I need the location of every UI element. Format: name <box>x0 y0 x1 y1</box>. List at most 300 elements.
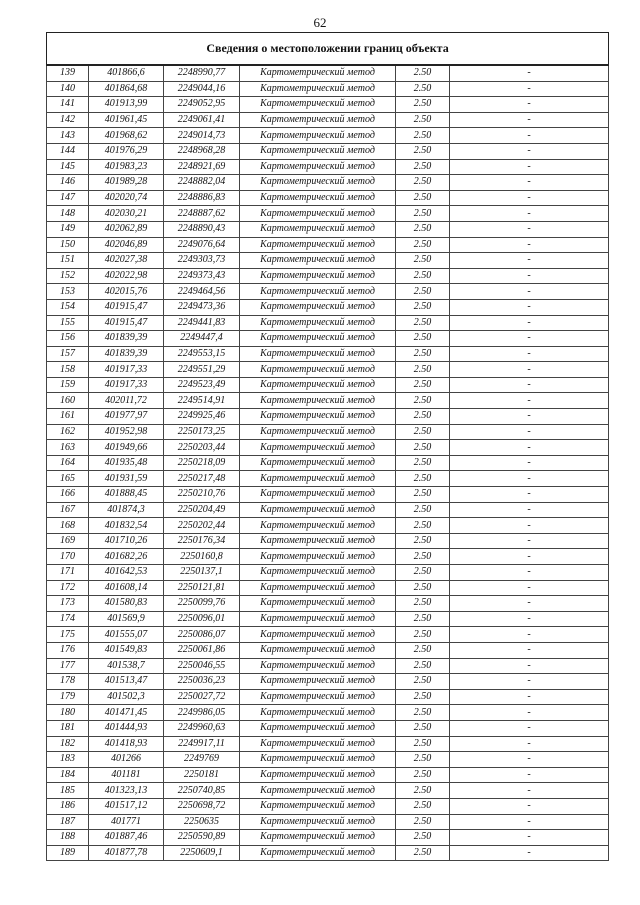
table-row <box>47 642 609 658</box>
x-coordinate-cell: 401913,99 <box>89 97 164 113</box>
point-number-cell: 178 <box>47 674 89 690</box>
table-row <box>47 143 609 159</box>
accuracy-cell: 2.50 <box>396 299 450 315</box>
y-coordinate-cell: 2248886,83 <box>164 190 240 206</box>
table-row <box>47 331 609 347</box>
y-coordinate-cell: 2248887,62 <box>164 206 240 222</box>
accuracy-cell: 2.50 <box>396 112 450 128</box>
x-coordinate-cell: 401961,45 <box>89 112 164 128</box>
x-coordinate-cell: 401710,26 <box>89 533 164 549</box>
accuracy-cell: 2.50 <box>396 471 450 487</box>
table-row <box>47 720 609 736</box>
accuracy-cell: 2.50 <box>396 190 450 206</box>
y-coordinate-cell: 2249014,73 <box>164 128 240 144</box>
method-cell: Картометрический метод <box>240 440 396 456</box>
accuracy-cell: 2.50 <box>396 830 450 846</box>
accuracy-cell: 2.50 <box>396 627 450 643</box>
table-row <box>47 502 609 518</box>
table-row <box>47 845 609 861</box>
point-number-cell: 142 <box>47 112 89 128</box>
y-coordinate-cell: 2249441,83 <box>164 315 240 331</box>
y-coordinate-cell: 2249551,29 <box>164 362 240 378</box>
description-cell: - <box>450 689 609 705</box>
point-number-cell: 143 <box>47 128 89 144</box>
point-number-cell: 186 <box>47 798 89 814</box>
y-coordinate-cell: 2250096,01 <box>164 611 240 627</box>
point-number-cell: 166 <box>47 487 89 503</box>
table-row <box>47 315 609 331</box>
table-row <box>47 128 609 144</box>
method-cell: Картометрический метод <box>240 487 396 503</box>
table-row <box>47 190 609 206</box>
x-coordinate-cell: 401864,68 <box>89 81 164 97</box>
accuracy-cell: 2.50 <box>396 409 450 425</box>
description-cell: - <box>450 97 609 113</box>
point-number-cell: 176 <box>47 642 89 658</box>
table-row <box>47 206 609 222</box>
table-row <box>47 611 609 627</box>
x-coordinate-cell: 401917,33 <box>89 362 164 378</box>
point-number-cell: 160 <box>47 393 89 409</box>
accuracy-cell: 2.50 <box>396 253 450 269</box>
table-row <box>47 409 609 425</box>
y-coordinate-cell: 2250203,44 <box>164 440 240 456</box>
table-row <box>47 783 609 799</box>
description-cell: - <box>450 175 609 191</box>
table-row <box>47 533 609 549</box>
point-number-cell: 155 <box>47 315 89 331</box>
point-number-cell: 163 <box>47 440 89 456</box>
y-coordinate-cell: 2249447,4 <box>164 331 240 347</box>
y-coordinate-cell: 2250099,76 <box>164 596 240 612</box>
point-number-cell: 161 <box>47 409 89 425</box>
x-coordinate-cell: 401502,3 <box>89 689 164 705</box>
method-cell: Картометрический метод <box>240 689 396 705</box>
table-row <box>47 284 609 300</box>
accuracy-cell: 2.50 <box>396 268 450 284</box>
boundary-table-frame <box>46 32 608 861</box>
y-coordinate-cell: 2250218,09 <box>164 455 240 471</box>
table-row <box>47 689 609 705</box>
table-row <box>47 362 609 378</box>
method-cell: Картометрический метод <box>240 253 396 269</box>
point-number-cell: 141 <box>47 97 89 113</box>
point-number-cell: 146 <box>47 175 89 191</box>
point-number-cell: 188 <box>47 830 89 846</box>
description-cell: - <box>450 814 609 830</box>
accuracy-cell: 2.50 <box>396 81 450 97</box>
table-row <box>47 81 609 97</box>
y-coordinate-cell: 2250210,76 <box>164 487 240 503</box>
y-coordinate-cell: 2250181 <box>164 767 240 783</box>
x-coordinate-cell: 401989,28 <box>89 175 164 191</box>
y-coordinate-cell: 2249303,73 <box>164 253 240 269</box>
point-number-cell: 154 <box>47 299 89 315</box>
point-number-cell: 151 <box>47 253 89 269</box>
y-coordinate-cell: 2250046,55 <box>164 658 240 674</box>
accuracy-cell: 2.50 <box>396 206 450 222</box>
method-cell: Картометрический метод <box>240 143 396 159</box>
description-cell: - <box>450 518 609 534</box>
x-coordinate-cell: 401935,48 <box>89 455 164 471</box>
y-coordinate-cell: 2250202,44 <box>164 518 240 534</box>
accuracy-cell: 2.50 <box>396 65 450 81</box>
accuracy-cell: 2.50 <box>396 284 450 300</box>
method-cell: Картометрический метод <box>240 455 396 471</box>
point-number-cell: 147 <box>47 190 89 206</box>
description-cell: - <box>450 206 609 222</box>
x-coordinate-cell: 401444,93 <box>89 720 164 736</box>
y-coordinate-cell: 2250086,07 <box>164 627 240 643</box>
description-cell: - <box>450 81 609 97</box>
table-row <box>47 549 609 565</box>
table-row <box>47 752 609 768</box>
method-cell: Картометрический метод <box>240 627 396 643</box>
table-row <box>47 580 609 596</box>
method-cell: Картометрический метод <box>240 112 396 128</box>
point-number-cell: 174 <box>47 611 89 627</box>
table-row <box>47 377 609 393</box>
method-cell: Картометрический метод <box>240 268 396 284</box>
accuracy-cell: 2.50 <box>396 549 450 565</box>
accuracy-cell: 2.50 <box>396 128 450 144</box>
accuracy-cell: 2.50 <box>396 596 450 612</box>
point-number-cell: 153 <box>47 284 89 300</box>
method-cell: Картометрический метод <box>240 315 396 331</box>
description-cell: - <box>450 487 609 503</box>
description-cell: - <box>450 440 609 456</box>
x-coordinate-cell: 401888,45 <box>89 487 164 503</box>
table-row <box>47 814 609 830</box>
y-coordinate-cell: 2248890,43 <box>164 221 240 237</box>
point-number-cell: 179 <box>47 689 89 705</box>
table-row <box>47 159 609 175</box>
y-coordinate-cell: 2248882,04 <box>164 175 240 191</box>
x-coordinate-cell: 401983,23 <box>89 159 164 175</box>
table-row <box>47 767 609 783</box>
x-coordinate-cell: 401949,66 <box>89 440 164 456</box>
method-cell: Картометрический метод <box>240 845 396 861</box>
point-number-cell: 168 <box>47 518 89 534</box>
method-cell: Картометрический метод <box>240 206 396 222</box>
table-row <box>47 112 609 128</box>
method-cell: Картометрический метод <box>240 814 396 830</box>
x-coordinate-cell: 401952,98 <box>89 424 164 440</box>
description-cell: - <box>450 611 609 627</box>
y-coordinate-cell: 2250698,72 <box>164 798 240 814</box>
method-cell: Картометрический метод <box>240 331 396 347</box>
accuracy-cell: 2.50 <box>396 705 450 721</box>
accuracy-cell: 2.50 <box>396 393 450 409</box>
y-coordinate-cell: 2248968,28 <box>164 143 240 159</box>
method-cell: Картометрический метод <box>240 81 396 97</box>
point-number-cell: 185 <box>47 783 89 799</box>
description-cell: - <box>450 580 609 596</box>
table-row <box>47 65 609 81</box>
description-cell: - <box>450 299 609 315</box>
method-cell: Картометрический метод <box>240 565 396 581</box>
method-cell: Картометрический метод <box>240 658 396 674</box>
method-cell: Картометрический метод <box>240 752 396 768</box>
table-row <box>47 424 609 440</box>
y-coordinate-cell: 2250635 <box>164 814 240 830</box>
y-coordinate-cell: 2249373,43 <box>164 268 240 284</box>
table-row <box>47 518 609 534</box>
x-coordinate-cell: 401915,47 <box>89 315 164 331</box>
point-number-cell: 183 <box>47 752 89 768</box>
y-coordinate-cell: 2250173,25 <box>164 424 240 440</box>
point-number-cell: 156 <box>47 331 89 347</box>
method-cell: Картометрический метод <box>240 798 396 814</box>
point-number-cell: 164 <box>47 455 89 471</box>
accuracy-cell: 2.50 <box>396 424 450 440</box>
accuracy-cell: 2.50 <box>396 736 450 752</box>
description-cell: - <box>450 720 609 736</box>
accuracy-cell: 2.50 <box>396 440 450 456</box>
accuracy-cell: 2.50 <box>396 97 450 113</box>
method-cell: Картометрический метод <box>240 518 396 534</box>
method-cell: Картометрический метод <box>240 128 396 144</box>
accuracy-cell: 2.50 <box>396 377 450 393</box>
x-coordinate-cell: 401977,97 <box>89 409 164 425</box>
accuracy-cell: 2.50 <box>396 642 450 658</box>
point-number-cell: 162 <box>47 424 89 440</box>
point-number-cell: 145 <box>47 159 89 175</box>
description-cell: - <box>450 502 609 518</box>
x-coordinate-cell: 401887,46 <box>89 830 164 846</box>
table-row <box>47 736 609 752</box>
accuracy-cell: 2.50 <box>396 175 450 191</box>
table-row <box>47 565 609 581</box>
accuracy-cell: 2.50 <box>396 767 450 783</box>
method-cell: Картометрический метод <box>240 190 396 206</box>
table-row <box>47 705 609 721</box>
accuracy-cell: 2.50 <box>396 752 450 768</box>
x-coordinate-cell: 402022,98 <box>89 268 164 284</box>
point-number-cell: 173 <box>47 596 89 612</box>
description-cell: - <box>450 752 609 768</box>
x-coordinate-cell: 401517,12 <box>89 798 164 814</box>
x-coordinate-cell: 401877,78 <box>89 845 164 861</box>
description-cell: - <box>450 268 609 284</box>
method-cell: Картометрический метод <box>240 175 396 191</box>
method-cell: Картометрический метод <box>240 674 396 690</box>
accuracy-cell: 2.50 <box>396 143 450 159</box>
point-number-cell: 171 <box>47 565 89 581</box>
x-coordinate-cell: 401266 <box>89 752 164 768</box>
point-number-cell: 167 <box>47 502 89 518</box>
x-coordinate-cell: 401642,53 <box>89 565 164 581</box>
description-cell: - <box>450 237 609 253</box>
description-cell: - <box>450 253 609 269</box>
method-cell: Картометрический метод <box>240 611 396 627</box>
description-cell: - <box>450 642 609 658</box>
accuracy-cell: 2.50 <box>396 159 450 175</box>
y-coordinate-cell: 2249925,46 <box>164 409 240 425</box>
point-number-cell: 159 <box>47 377 89 393</box>
description-cell: - <box>450 159 609 175</box>
accuracy-cell: 2.50 <box>396 565 450 581</box>
x-coordinate-cell: 401917,33 <box>89 377 164 393</box>
method-cell: Картометрический метод <box>240 65 396 81</box>
y-coordinate-cell: 2249960,63 <box>164 720 240 736</box>
x-coordinate-cell: 401976,29 <box>89 143 164 159</box>
accuracy-cell: 2.50 <box>396 689 450 705</box>
y-coordinate-cell: 2249052,95 <box>164 97 240 113</box>
description-cell: - <box>450 767 609 783</box>
method-cell: Картометрический метод <box>240 362 396 378</box>
x-coordinate-cell: 402015,76 <box>89 284 164 300</box>
x-coordinate-cell: 401968,62 <box>89 128 164 144</box>
description-cell: - <box>450 377 609 393</box>
method-cell: Картометрический метод <box>240 596 396 612</box>
description-cell: - <box>450 705 609 721</box>
table-row <box>47 487 609 503</box>
table-row <box>47 658 609 674</box>
point-number-cell: 139 <box>47 65 89 81</box>
accuracy-cell: 2.50 <box>396 720 450 736</box>
x-coordinate-cell: 401538,7 <box>89 658 164 674</box>
description-cell: - <box>450 674 609 690</box>
y-coordinate-cell: 2250121,81 <box>164 580 240 596</box>
accuracy-cell: 2.50 <box>396 362 450 378</box>
table-row <box>47 798 609 814</box>
y-coordinate-cell: 2249986,05 <box>164 705 240 721</box>
table-row <box>47 627 609 643</box>
x-coordinate-cell: 401839,39 <box>89 346 164 362</box>
x-coordinate-cell: 401771 <box>89 814 164 830</box>
accuracy-cell: 2.50 <box>396 455 450 471</box>
accuracy-cell: 2.50 <box>396 331 450 347</box>
accuracy-cell: 2.50 <box>396 580 450 596</box>
description-cell: - <box>450 596 609 612</box>
x-coordinate-cell: 401323,13 <box>89 783 164 799</box>
point-number-cell: 157 <box>47 346 89 362</box>
description-cell: - <box>450 783 609 799</box>
y-coordinate-cell: 2249076,64 <box>164 237 240 253</box>
table-row <box>47 471 609 487</box>
table-row <box>47 97 609 113</box>
method-cell: Картометрический метод <box>240 393 396 409</box>
y-coordinate-cell: 2249769 <box>164 752 240 768</box>
method-cell: Картометрический метод <box>240 783 396 799</box>
accuracy-cell: 2.50 <box>396 783 450 799</box>
x-coordinate-cell: 401839,39 <box>89 331 164 347</box>
table-row <box>47 596 609 612</box>
page-number: 62 <box>313 15 327 30</box>
y-coordinate-cell: 2250036,23 <box>164 674 240 690</box>
table-row <box>47 393 609 409</box>
table-row <box>47 253 609 269</box>
point-number-cell: 150 <box>47 237 89 253</box>
description-cell: - <box>450 798 609 814</box>
point-number-cell: 169 <box>47 533 89 549</box>
accuracy-cell: 2.50 <box>396 658 450 674</box>
point-number-cell: 175 <box>47 627 89 643</box>
point-number-cell: 152 <box>47 268 89 284</box>
method-cell: Картометрический метод <box>240 549 396 565</box>
method-cell: Картометрический метод <box>240 424 396 440</box>
x-coordinate-cell: 401471,45 <box>89 705 164 721</box>
description-cell: - <box>450 409 609 425</box>
x-coordinate-cell: 402062,89 <box>89 221 164 237</box>
description-cell: - <box>450 190 609 206</box>
method-cell: Картометрический метод <box>240 642 396 658</box>
method-cell: Картометрический метод <box>240 580 396 596</box>
method-cell: Картометрический метод <box>240 284 396 300</box>
accuracy-cell: 2.50 <box>396 487 450 503</box>
method-cell: Картометрический метод <box>240 720 396 736</box>
y-coordinate-cell: 2249061,41 <box>164 112 240 128</box>
point-number-cell: 177 <box>47 658 89 674</box>
y-coordinate-cell: 2249523,49 <box>164 377 240 393</box>
description-cell: - <box>450 331 609 347</box>
point-number-cell: 158 <box>47 362 89 378</box>
y-coordinate-cell: 2249473,36 <box>164 299 240 315</box>
table-row <box>47 237 609 253</box>
method-cell: Картометрический метод <box>240 533 396 549</box>
description-cell: - <box>450 471 609 487</box>
y-coordinate-cell: 2250027,72 <box>164 689 240 705</box>
point-number-cell: 181 <box>47 720 89 736</box>
accuracy-cell: 2.50 <box>396 237 450 253</box>
table-row <box>47 455 609 471</box>
point-number-cell: 189 <box>47 845 89 861</box>
table-title: Сведения о местоположении границ объекта <box>47 33 609 66</box>
x-coordinate-cell: 401874,3 <box>89 502 164 518</box>
accuracy-cell: 2.50 <box>396 814 450 830</box>
y-coordinate-cell: 2250740,85 <box>164 783 240 799</box>
method-cell: Картометрический метод <box>240 97 396 113</box>
y-coordinate-cell: 2249044,16 <box>164 81 240 97</box>
y-coordinate-cell: 2249464,56 <box>164 284 240 300</box>
table-row <box>47 674 609 690</box>
y-coordinate-cell: 2249917,11 <box>164 736 240 752</box>
x-coordinate-cell: 401555,07 <box>89 627 164 643</box>
x-coordinate-cell: 401580,83 <box>89 596 164 612</box>
y-coordinate-cell: 2248990,77 <box>164 65 240 81</box>
x-coordinate-cell: 401931,59 <box>89 471 164 487</box>
accuracy-cell: 2.50 <box>396 611 450 627</box>
accuracy-cell: 2.50 <box>396 674 450 690</box>
accuracy-cell: 2.50 <box>396 518 450 534</box>
x-coordinate-cell: 401549,83 <box>89 642 164 658</box>
table-row <box>47 221 609 237</box>
description-cell: - <box>450 565 609 581</box>
y-coordinate-cell: 2250217,48 <box>164 471 240 487</box>
table-row <box>47 346 609 362</box>
method-cell: Картометрический метод <box>240 237 396 253</box>
description-cell: - <box>450 455 609 471</box>
method-cell: Картометрический метод <box>240 299 396 315</box>
y-coordinate-cell: 2250204,49 <box>164 502 240 518</box>
method-cell: Картометрический метод <box>240 377 396 393</box>
accuracy-cell: 2.50 <box>396 315 450 331</box>
x-coordinate-cell: 401915,47 <box>89 299 164 315</box>
table-row <box>47 830 609 846</box>
accuracy-cell: 2.50 <box>396 221 450 237</box>
method-cell: Картометрический метод <box>240 409 396 425</box>
x-coordinate-cell: 402011,72 <box>89 393 164 409</box>
y-coordinate-cell: 2250160,8 <box>164 549 240 565</box>
description-cell: - <box>450 128 609 144</box>
boundary-coordinates-table <box>46 32 609 861</box>
method-cell: Картометрический метод <box>240 471 396 487</box>
point-number-cell: 182 <box>47 736 89 752</box>
point-number-cell: 187 <box>47 814 89 830</box>
description-cell: - <box>450 65 609 81</box>
description-cell: - <box>450 830 609 846</box>
